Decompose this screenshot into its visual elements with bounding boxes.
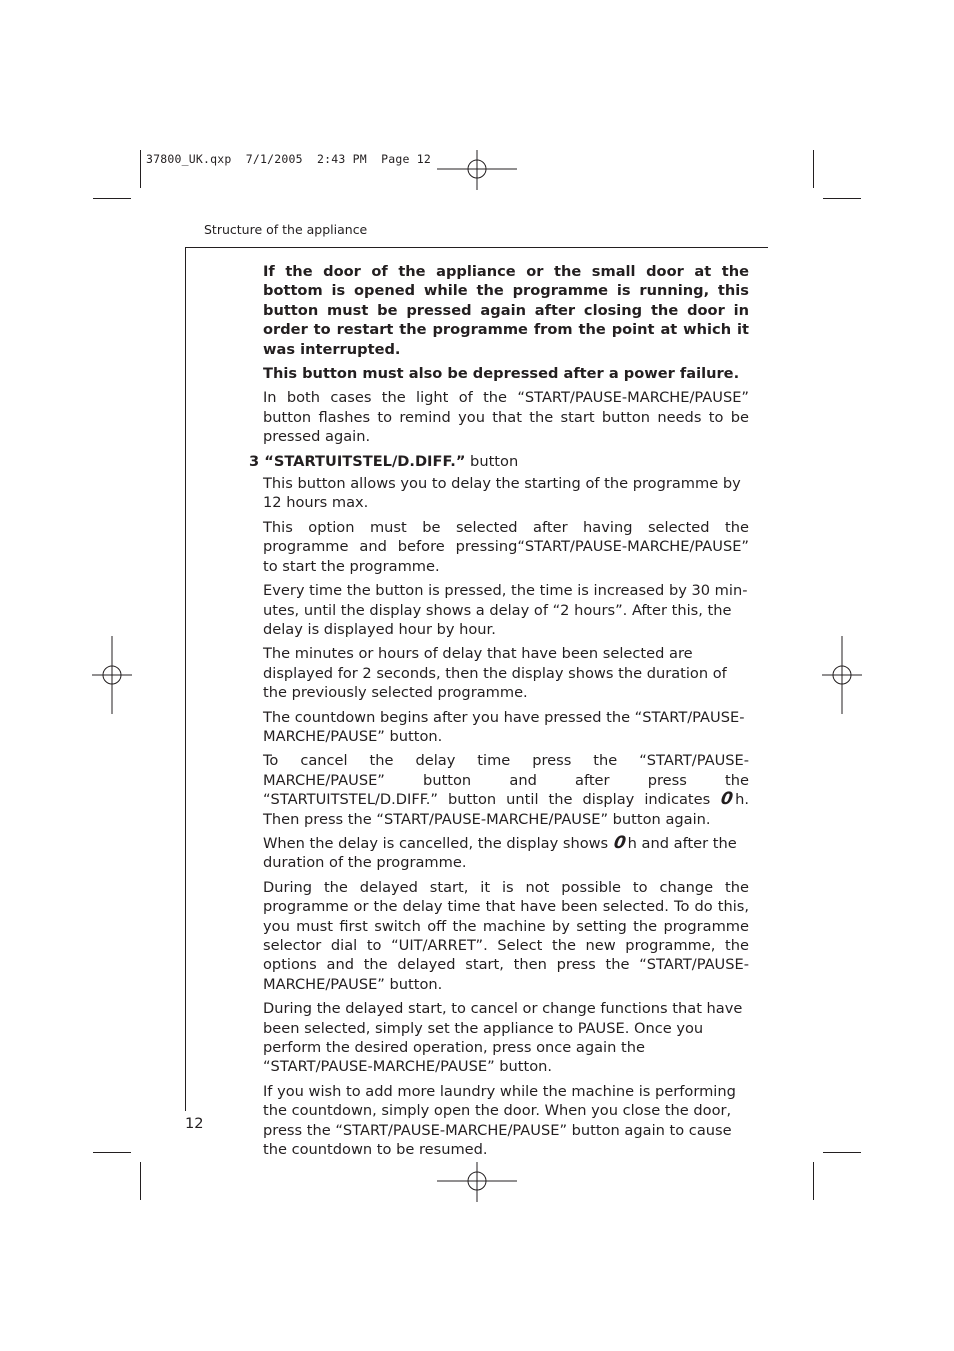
margin-rule bbox=[185, 247, 186, 1111]
page-number: 12 bbox=[185, 1115, 204, 1132]
item-3-label: 3 “STARTUITSTEL/D.DIFF.” bbox=[249, 452, 466, 470]
print-slug: 37800_UK.qxp 7/1/2005 2:43 PM Page 12 bbox=[146, 152, 431, 166]
item-3-heading bbox=[249, 452, 749, 471]
crop-mark bbox=[813, 150, 814, 188]
crop-mark bbox=[140, 1162, 141, 1200]
crop-mark bbox=[823, 1152, 861, 1153]
door-warning-paragraph: If the door of the appliance or the small door at the bottom is opened while the programme is running, this button must be pressed again after closing the door in order to restart the programme from the point at which it was interrupted. bbox=[263, 263, 749, 358]
registration-mark-icon bbox=[437, 1162, 517, 1202]
not-possible-paragraph: During the delayed start, it is not possible to change the programme or the delay time that have been selected. To do this, you must first switch off the machine by setting the programme selector dial to “UIT/ARRET”. Select the new programme, the options and the delayed start, then press the “START/PAUSE-MARCHE/PAUSE” button. bbox=[263, 878, 749, 993]
cancel-text-a: To cancel the delay time press the “START/PAUSE-MARCHE/PAUSE” button and after press the “STARTUITSTEL/D.DIFF.” button until the display indicates bbox=[263, 752, 749, 809]
displayed-paragraph: The minutes or hours of delay that have been selected are displayed for 2 seconds, then the display shows the duration of the previously selected programme. bbox=[263, 645, 727, 702]
header-rule bbox=[185, 247, 768, 248]
display-zero-icon: 0 bbox=[719, 789, 735, 810]
item-3-suffix: button bbox=[465, 452, 519, 470]
cancelled-text-b: h and after the duration of the programme. bbox=[263, 834, 737, 872]
registration-mark-icon bbox=[822, 636, 862, 714]
countdown-paragraph: The countdown begins after you have pressed the “START/PAUSE-MARCHE/PAUSE” button. bbox=[263, 708, 745, 745]
laundry-paragraph: If you wish to add more laundry while the machine is performing the countdown, simply open the door. When you close the door, press the “START/PAUSE-MARCHE/PAUSE” button again to cause the countdown to be resumed. bbox=[263, 1082, 736, 1159]
crop-mark bbox=[823, 198, 861, 199]
pause-paragraph: During the delayed start, to cancel or change functions that have been selected, simply set the appliance to PAUSE. Once you perform the desired operation, press once again the “START/PAUSE-MARCHE/PAUSE” button. bbox=[263, 1000, 743, 1076]
registration-mark-icon bbox=[437, 150, 517, 190]
section-title: Structure of the appliance bbox=[204, 222, 368, 237]
crop-mark bbox=[93, 1152, 131, 1153]
body-text bbox=[249, 262, 749, 1164]
crop-mark bbox=[813, 1162, 814, 1200]
crop-mark bbox=[140, 150, 141, 188]
cancelled-paragraph bbox=[263, 834, 749, 873]
display-zero-icon: 0 bbox=[612, 832, 628, 853]
delay-max-paragraph: This button allows you to delay the starting of the programme by 12 hours max. bbox=[263, 475, 741, 512]
crop-mark bbox=[93, 198, 131, 199]
light-flashes-paragraph: In both cases the light of the “START/PAUSE-MARCHE/PAUSE” button flashes to remind you that the start button needs to be pressed again. bbox=[263, 389, 749, 446]
increase-paragraph: Every time the button is pressed, the time is increased by 30 minutes, until the display shows a delay of “2 hours”. After this, the delay is displayed hour by hour. bbox=[263, 582, 748, 638]
cancelled-text-a: When the delay is cancelled, the display shows bbox=[263, 834, 613, 852]
registration-mark-icon bbox=[92, 636, 132, 714]
power-failure-paragraph: This button must also be depressed after a power failure. bbox=[263, 365, 740, 383]
cancel-paragraph bbox=[263, 751, 749, 829]
select-option-paragraph: This option must be selected after having selected the programme and before pressing“START/PAUSE-MARCHE/PAUSE” to start the programme. bbox=[263, 518, 749, 575]
cancel-text-b: h. Then press the “START/PAUSE-MARCHE/PAUSE” button again. bbox=[263, 791, 749, 828]
